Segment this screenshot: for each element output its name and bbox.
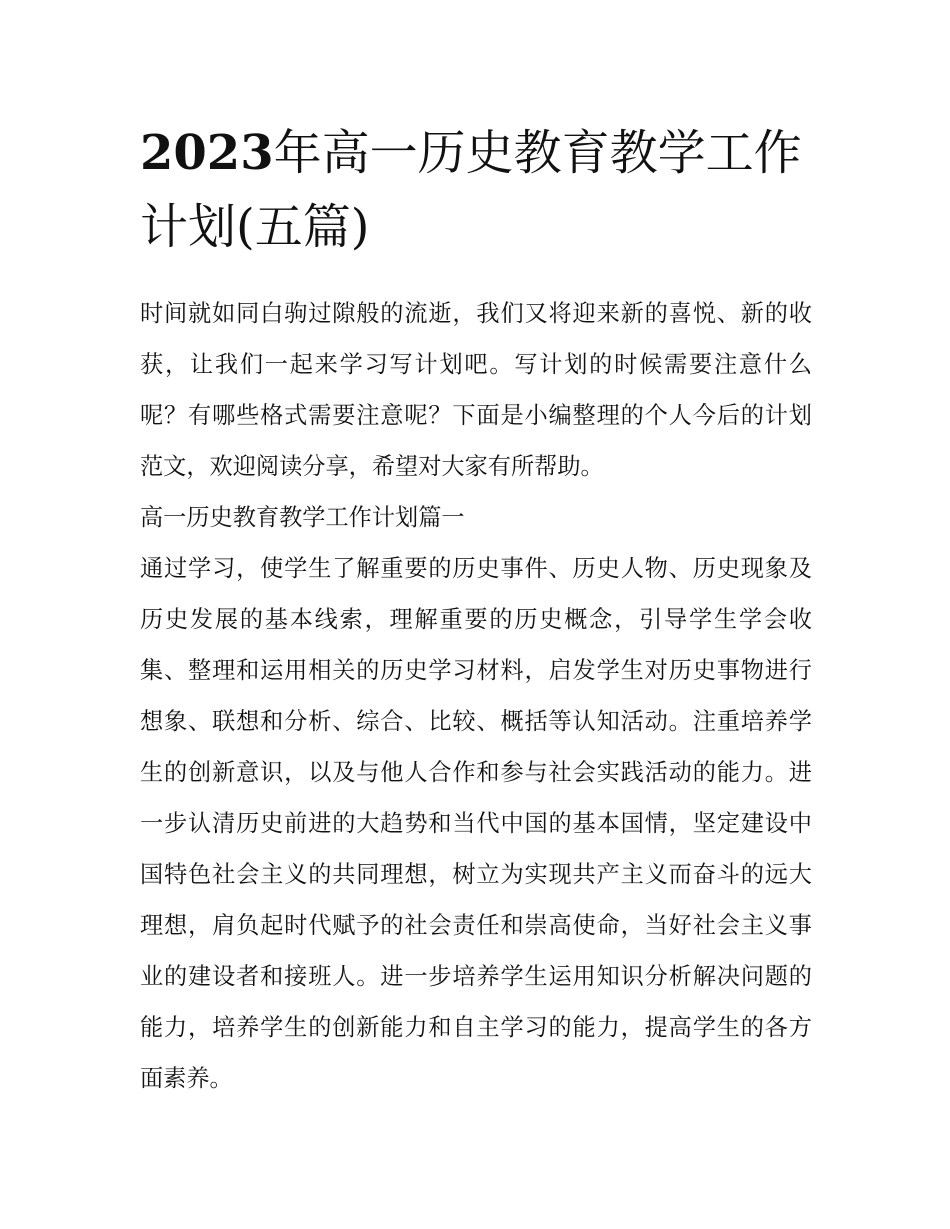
section-body-paragraph: 通过学习，使学生了解重要的历史事件、历史人物、历史现象及历史发展的基本线索，理解重要的历史概念，引导学生学会收集、整理和运用相关的历史学习材料，启发学生对历史事物进行想象、联想和分析、综合、比较、概括等认知活动。注重培养学生的创新意识，以及与他人合作和参与社会实践活动的能力。进一步认清历史前进的大趋势和当代中国的基本国情，坚定建设中国特色社会主义的共同理想，树立为实现共产主义而奋斗的远大理想，肩负起时代赋予的社会责任和崇高使命，当好社会主义事业的建设者和接班人。进一步培养学生运用知识分析解决问题的能力，培养学生的创新能力和自主学习的能力，提高学生的各方面素养。 — [140, 555, 812, 1092]
title-text: 年高一历史教育教学工作计划(五篇) — [140, 125, 802, 255]
document-title — [140, 116, 812, 264]
section-heading: 高一历史教育教学工作计划篇一 — [140, 504, 465, 531]
intro-paragraph: 时间就如同白驹过隙般的流逝，我们又将迎来新的喜悦、新的收获，让我们一起来学习写计划吧。写计划的时候需要注意什么呢？有哪些格式需要注意呢？下面是小编整理的个人今后的计划范文，欢迎阅读分享，希望对大家有所帮助。 — [140, 300, 812, 480]
document-content — [140, 116, 812, 1104]
title-year: 2023 — [140, 125, 274, 181]
